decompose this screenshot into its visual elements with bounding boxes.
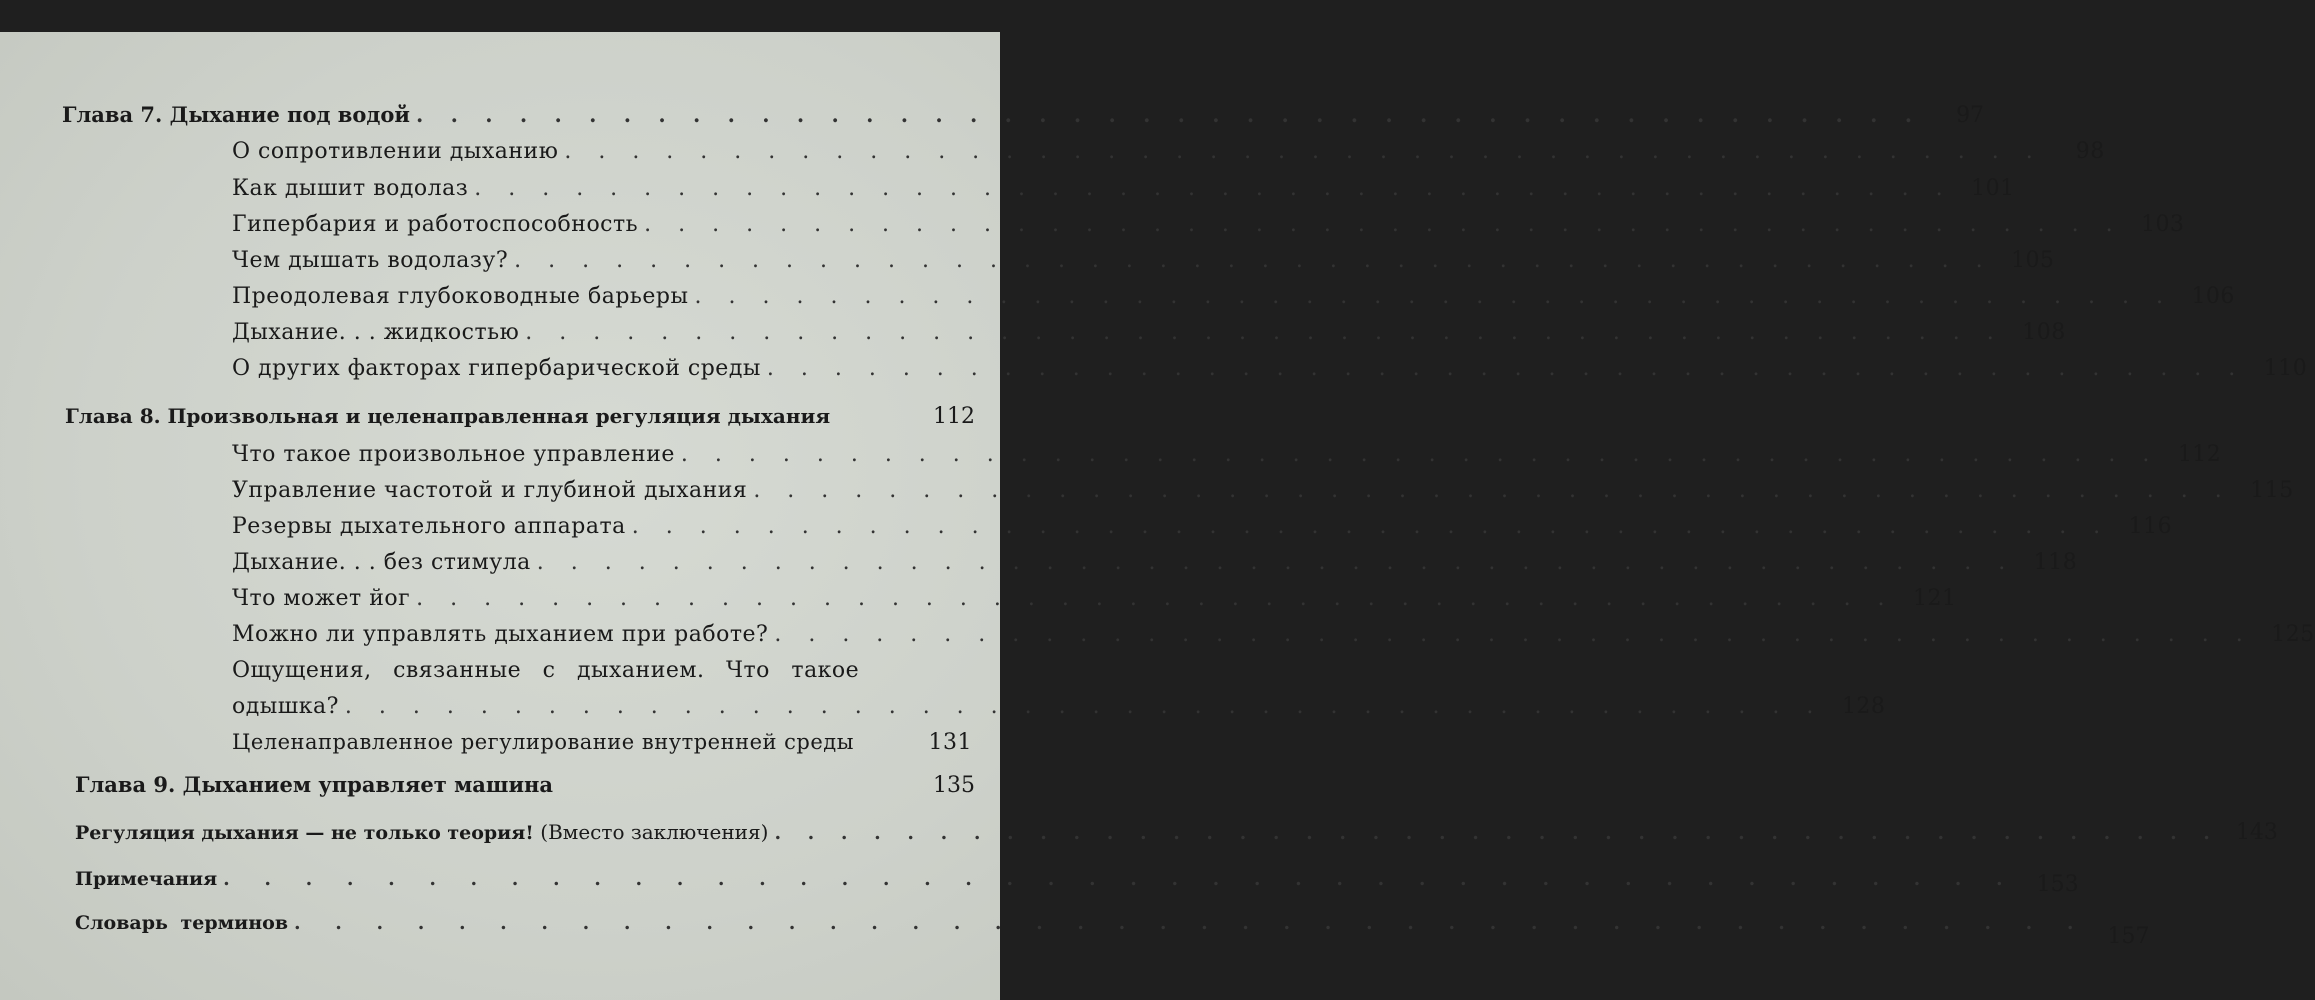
dot-leader: . . . . . . . . . . . . . . . . . . . . . . . . . . . . . . . . . . . . . . . . . . . . xyxy=(694,284,2173,309)
dot-leader: . . . . . . . . . . . . . . . . . . . . . . . . . . . . . . . . . . . . . . . . . . . . xyxy=(753,478,2232,503)
toc-section xyxy=(232,694,1886,719)
conclusion-title-plain: (Вместо заключения) xyxy=(540,820,769,844)
dot-leader: . . . . . . . . . . . . . . . . . . . . . . . . . . . . . . . . . . . . . . . . . . . . xyxy=(680,442,2160,467)
section-title: Дыхание. . . жидкостью xyxy=(232,320,520,345)
toc-section xyxy=(232,248,2055,273)
section-title-line-2: одышка? xyxy=(232,694,339,719)
toc-section xyxy=(232,442,2222,467)
toc-chapter-9 xyxy=(75,772,975,798)
dot-leader: . . . . . . . . . . . . . . . . . . . . . . . . . . . . . . . . . . . . . . . . . . . . xyxy=(344,694,1824,719)
toc-section xyxy=(232,730,972,755)
toc-conclusion xyxy=(75,820,2278,845)
dot-leader: . . . . . . . . . . . . . . . . . . . . . . . . . . . . . . . . . . . . . . . . . . . . xyxy=(766,356,2246,381)
section-title: Что может йог xyxy=(232,586,411,611)
section-title: О сопротивлении дыханию xyxy=(232,139,559,164)
page-number: 118 xyxy=(2033,550,2078,575)
toc-glossary xyxy=(75,910,2150,949)
toc-section xyxy=(232,622,2315,647)
chapter-title: Глава 9. Дыханием управляет машина xyxy=(75,772,554,797)
page-number: 128 xyxy=(1841,694,1886,719)
page-number: 153 xyxy=(2036,872,2079,897)
dot-leader: . . . . . . . . . . . . . . . . . . . . . . . . . . . . . . . . . . . . . . . . . . . . xyxy=(644,212,2123,237)
section-title: Что такое произвольное управление xyxy=(232,442,675,467)
toc-section xyxy=(232,478,2294,503)
toc-chapter-8 xyxy=(65,404,975,429)
toc-notes xyxy=(75,866,2079,897)
page-number: 131 xyxy=(928,730,972,755)
toc-section xyxy=(232,356,2308,381)
page-number: 116 xyxy=(2128,514,2173,539)
dot-leader: . . . . . . . . . . . . . . . . . . . . . . . . . . . . . . . . . . . . . . . . . . . . xyxy=(294,912,2088,934)
page-number: 105 xyxy=(2011,248,2055,273)
section-title: Целенаправленное регулирование внутренней среды xyxy=(232,730,854,754)
page-number: 143 xyxy=(2235,820,2278,845)
toc-chapter-7 xyxy=(62,102,1985,128)
dot-leader: . . . . . . . . . . . . . . . . . . . . . . . . . . . . . . . . . . . . . . . . . . . . xyxy=(774,822,2220,844)
glossary-title: Словарь терминов xyxy=(75,912,289,934)
conclusion-title xyxy=(75,820,768,844)
page-number: 157 xyxy=(2107,924,2150,949)
page-number: 121 xyxy=(1913,586,1957,611)
dot-leader: . . . . . . . . . . . . . . . . . . . . . . . . . . . . . . . . . . . . . . . . . . . . xyxy=(631,514,2111,539)
dot-leader: . . . . . . . . . . . . . . . . . . . . . . . . . . . . . . . . . . . . . . . . . . . . xyxy=(223,868,2017,890)
page-number: 135 xyxy=(933,773,975,798)
notes-title: Примечания xyxy=(75,868,218,890)
page-number: 98 xyxy=(2075,139,2105,164)
page-number: 112 xyxy=(2177,442,2222,467)
toc-section xyxy=(232,284,2235,309)
dot-leader: . . . . . . . . . . . . . . . . . . . . . . . . . . . . . . . . . . . . . . . . . . . . xyxy=(416,586,1895,611)
section-title: Резервы дыхательного аппарата xyxy=(232,514,626,539)
table-of-contents xyxy=(0,32,2315,1000)
section-title: О других факторах гипербарической среды xyxy=(232,356,761,381)
page-number: 97 xyxy=(1956,103,1985,128)
conclusion-title-bold: Регуляция дыхания — не только теория! xyxy=(75,822,534,844)
toc-section xyxy=(232,139,2105,164)
dot-leader: . . . . . . . . . . . . . . . . . . . . . . . . . . . . . . . . . . . . . . . . . . . . xyxy=(564,139,2043,164)
page-number: 101 xyxy=(1971,176,2015,201)
section-title: Чем дышать водолазу? xyxy=(232,248,509,273)
dot-leader: . . . . . . . . . . . . . . . . . . . . . . . . . . . . . . . . . . . . . . . . . . . . xyxy=(536,550,2016,575)
page-number: 108 xyxy=(2022,320,2066,345)
section-title-line-1: Ощущения, связанные с дыханием. Что такое xyxy=(232,658,860,683)
toc-section xyxy=(232,550,2078,575)
dot-leader: . . . . . . . . . . . . . . . . . . . . . . . . . . . . . . . . . . . . . . . . . . . . xyxy=(774,622,2253,647)
dot-leader: . . . . . . . . . . . . . . . . . . . . . . . . . . . . . . . . . . . . . . . . . . . . xyxy=(514,248,1993,273)
page-number: 106 xyxy=(2191,284,2235,309)
page-number: 125 xyxy=(2271,622,2315,647)
toc-section xyxy=(232,320,2066,345)
page-number: 103 xyxy=(2141,212,2185,237)
page-number: 112 xyxy=(933,404,975,429)
section-title: Можно ли управлять дыханием при работе? xyxy=(232,622,769,647)
toc-section xyxy=(232,514,2173,539)
section-title: Как дышит водолаз xyxy=(232,176,469,201)
page-number: 115 xyxy=(2250,478,2294,503)
book-page xyxy=(0,32,2315,1000)
chapter-title: Глава 7. Дыхание под водой xyxy=(62,102,410,127)
toc-section xyxy=(232,176,2015,201)
section-title: Управление частотой и глубиной дыхания xyxy=(232,478,748,503)
dot-leader: . . . . . . . . . . . . . . . . . . . . . . . . . . . . . . . . . . . . . . . . . . . . xyxy=(525,320,2004,345)
section-title: Дыхание. . . без стимула xyxy=(232,550,531,575)
page-number: 110 xyxy=(2263,356,2308,381)
toc-section xyxy=(232,212,2185,237)
section-title: Гипербария и работоспособность xyxy=(232,212,639,237)
dot-leader: . . . . . . . . . . . . . . . . . . . . . . . . . . . . . . . . . . . . . . . . . . . . xyxy=(474,176,1953,201)
toc-section xyxy=(232,586,1957,611)
chapter-title: Глава 8. Произвольная и целенаправленная регуляция дыхания xyxy=(65,404,831,428)
section-title: Преодолевая глубоководные барьеры xyxy=(232,284,689,309)
dot-leader: . . . . . . . . . . . . . . . . . . . . . . . . . . . . . . . . . . . . . . . . . . . . xyxy=(416,102,1923,127)
